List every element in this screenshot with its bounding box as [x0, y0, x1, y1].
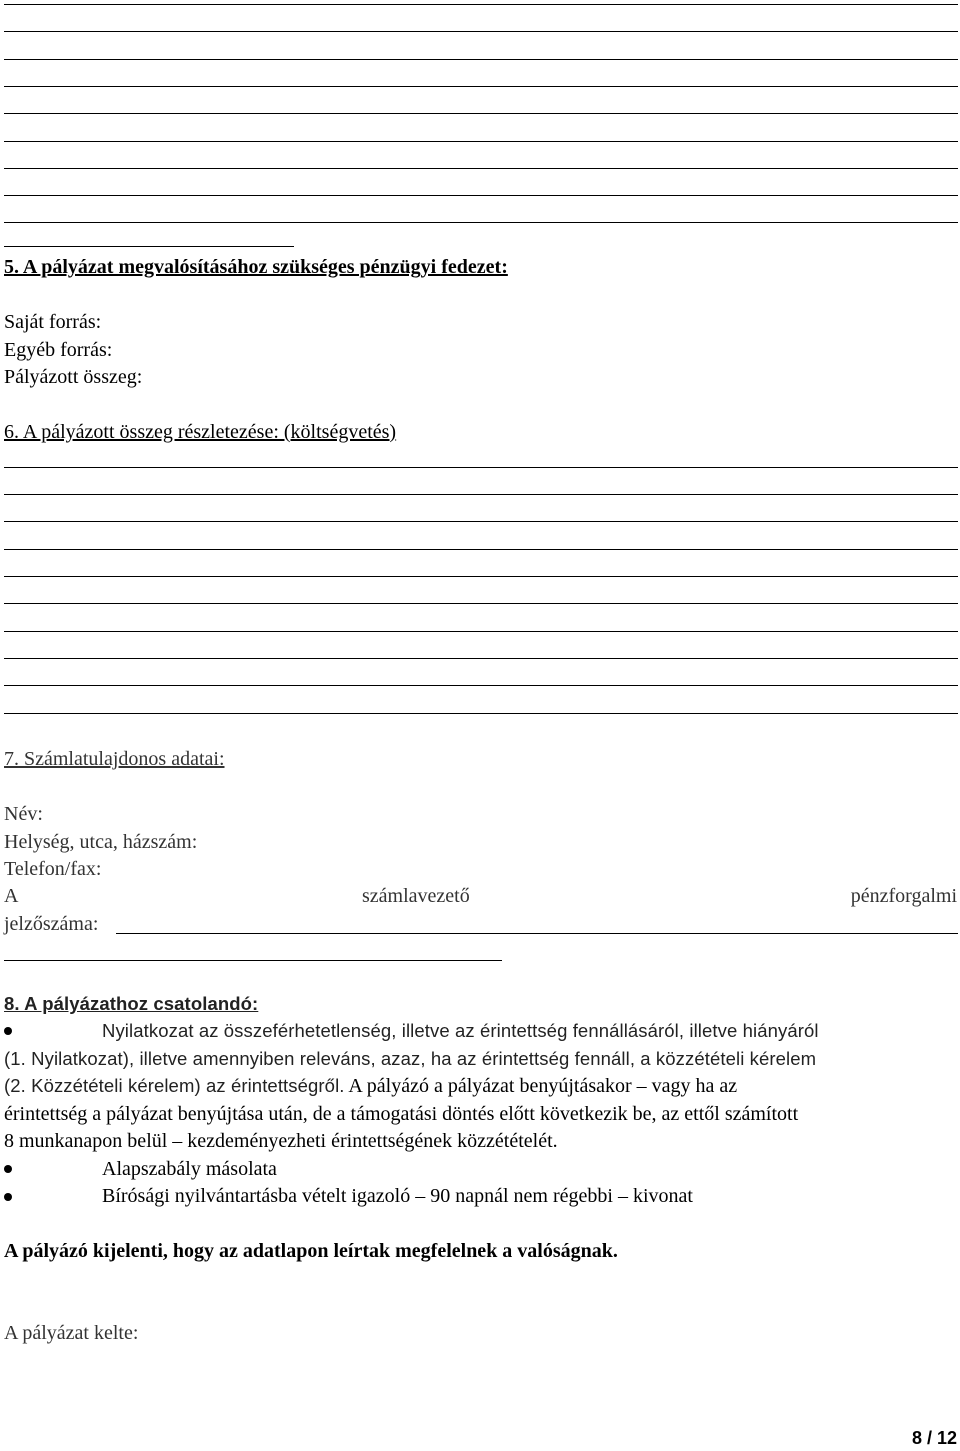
attachment-item-1-line-3	[4, 1074, 957, 1098]
account-number-line	[116, 933, 958, 934]
attachment-item-1-line-5: 8 munkanapon belül – kezdeményezheti érintettségének közzétételét.	[4, 1130, 558, 1152]
blank-line	[4, 31, 958, 32]
attachment-item-2: Alapszabály másolata	[102, 1158, 277, 1180]
bullet-icon	[4, 1193, 12, 1201]
budget-line	[4, 603, 958, 604]
blank-line	[4, 4, 958, 5]
phone-label: Telefon/fax:	[4, 858, 102, 880]
blank-line	[4, 86, 958, 87]
declaration-text: A pályázó kijelenti, hogy az adatlapon leírtak megfelelnek a valóságnak.	[4, 1240, 618, 1262]
attachment-item-1-line-3b: A pályázó a pályázat benyújtásakor – vagy ha az	[344, 1075, 738, 1097]
attachment-item-1-line-1: Nyilatkozat az összeférhetetlenség, illetve az érintettség fennállásáról, illetve hiányáról	[102, 1020, 819, 1041]
budget-line	[4, 631, 958, 632]
budget-line	[4, 685, 958, 686]
attachment-item-1-line-3a: (2. Közzétételi kérelem) az érintettségről.	[4, 1075, 345, 1096]
account-number-label: jelzőszáma:	[4, 913, 99, 935]
budget-line	[4, 576, 958, 577]
account-word-payment: pénzforgalmi	[850, 885, 957, 907]
blank-line	[4, 222, 958, 223]
blank-line	[4, 113, 958, 114]
attachment-item-3: Bírósági nyilvántartásba vételt igazoló – 90 napnál nem régebbi – kivonat	[102, 1185, 693, 1207]
name-label: Név:	[4, 803, 43, 825]
blank-line	[4, 195, 958, 196]
blank-line	[4, 168, 958, 169]
other-source-label: Egyéb forrás:	[4, 339, 113, 361]
own-source-label: Saját forrás:	[4, 311, 102, 333]
attachment-item-1-line-2: (1. Nyilatkozat), illetve amennyiben releváns, azaz, ha az érintettség fennáll, a közzétételi kérelem	[4, 1048, 817, 1069]
requested-amount-label: Pályázott összeg:	[4, 366, 143, 388]
account-number-line-2	[4, 960, 502, 961]
section-7-title: 7. Számlatulajdonos adatai:	[4, 748, 225, 770]
page-number: 8 / 12	[911, 1428, 957, 1448]
blank-line	[4, 141, 958, 142]
budget-line	[4, 494, 958, 495]
budget-line	[4, 521, 958, 522]
blank-line	[4, 59, 958, 60]
account-word-a: A	[4, 885, 19, 907]
budget-line	[4, 467, 958, 468]
budget-line	[4, 658, 958, 659]
section-6-title: 6. A pályázott összeg részletezése: (költségvetés)	[4, 421, 397, 443]
account-word-bank: számlavezető	[362, 885, 470, 907]
bullet-icon	[4, 1165, 12, 1173]
budget-line	[4, 549, 958, 550]
attachment-item-1-line-4: érintettség a pályázat benyújtása után, de a támogatási döntés előtt következik be, az ettől számított	[4, 1103, 799, 1125]
short-blank-line	[4, 246, 294, 247]
section-5-title: 5. A pályázat megvalósításához szükséges pénzügyi fedezet:	[4, 256, 508, 278]
date-label: A pályázat kelte:	[4, 1322, 139, 1344]
section-8-title: 8. A pályázathoz csatolandó:	[4, 993, 259, 1014]
budget-line	[4, 713, 958, 714]
address-label: Helység, utca, házszám:	[4, 831, 198, 853]
bullet-icon	[4, 1027, 12, 1035]
